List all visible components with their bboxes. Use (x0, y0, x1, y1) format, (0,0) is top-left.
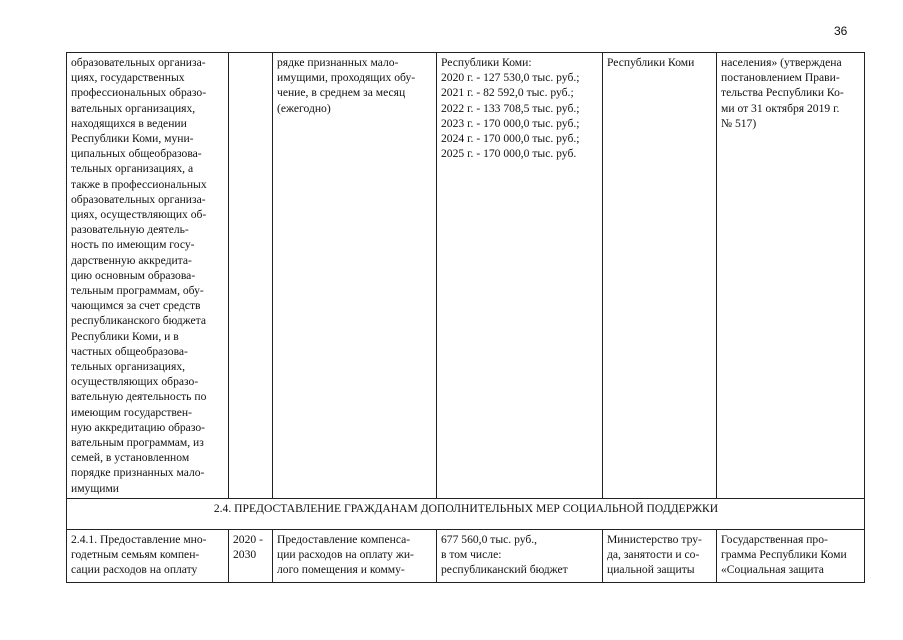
text-line: грамма Республики Коми (721, 548, 847, 562)
funding-cell (437, 53, 603, 499)
text-line: ции расходов на оплату жи- (277, 548, 414, 562)
text-line: 2025 г. - 170 000,0 тыс. руб. (441, 147, 577, 161)
program-cell (717, 529, 865, 582)
text-line: постановлением Прави- (721, 71, 840, 85)
text-line: чение, в среднем за месяц (277, 86, 406, 100)
text-line: 2020 - (233, 532, 263, 546)
text-line: чающимся за счет средств (71, 299, 201, 313)
text-line: республиканского бюджета (71, 314, 207, 328)
text-line: частных общеобразова- (71, 344, 188, 358)
text-line: циальной защиты (607, 563, 695, 577)
indicator-cell (273, 529, 437, 582)
text-line: Республики Коми, муни- (71, 132, 194, 146)
text-line: также в профессиональных (71, 177, 207, 191)
text-line: тельных организациях, (71, 360, 186, 374)
text-line: вательным программам, из (71, 436, 204, 450)
text-line: 2022 г. - 133 708,5 тыс. руб.; (441, 101, 580, 115)
funding-text (441, 532, 599, 578)
executor-cell (603, 529, 717, 582)
text-line: 2030 (233, 548, 257, 562)
text-line: да, занятости и со- (607, 548, 700, 562)
text-line: 677 560,0 тыс. руб., (441, 532, 538, 546)
text-line: 2024 г. - 170 000,0 тыс. руб.; (441, 132, 580, 146)
text-line: сации расходов на оплату (71, 563, 198, 577)
program-text (721, 55, 861, 131)
text-line: циях, осуществляющих об- (71, 208, 207, 222)
text-line: лого помещения и комму- (277, 563, 405, 577)
measure-name-text (71, 55, 225, 496)
table-row (67, 529, 865, 582)
text-line: в том числе: (441, 548, 502, 562)
text-line: циях, государственных (71, 71, 185, 85)
text-line: тельства Республики Ко- (721, 86, 844, 100)
text-line: имеющим государствен- (71, 405, 192, 419)
text-line: Государственная про- (721, 532, 828, 546)
measure-name-cell (67, 529, 229, 582)
indicator-text (277, 55, 433, 116)
text-line: вательных организациях, (71, 101, 196, 115)
text-line: Республики Коми, и в (71, 329, 179, 343)
text-line: Министерство тру- (607, 532, 702, 546)
program-text (721, 532, 861, 578)
period-cell (229, 529, 273, 582)
text-line: «Социальная защита (721, 563, 824, 577)
text-line: ми от 31 октября 2019 г. (721, 101, 840, 115)
text-line: имущими (71, 481, 120, 495)
text-line: осуществляющих образо- (71, 375, 199, 389)
executor-cell (603, 53, 717, 499)
text-line: 2023 г. - 170 000,0 тыс. руб.; (441, 116, 580, 130)
program-cell (717, 53, 865, 499)
measure-name-text (71, 532, 225, 578)
text-line: дарственную аккредита- (71, 253, 192, 267)
text-line: 2.4.1. Предоставление мно- (71, 532, 207, 546)
funding-cell (437, 529, 603, 582)
executor-text (607, 532, 713, 578)
text-line: вательную деятельность по (71, 390, 207, 404)
text-line: 2020 г. - 127 530,0 тыс. руб.; (441, 71, 580, 85)
text-line: образовательных организа- (71, 192, 206, 206)
table-row (67, 53, 865, 499)
indicator-text (277, 532, 433, 578)
text-line: республиканский бюджет (441, 563, 568, 577)
text-line: порядке признанных мало- (71, 466, 205, 480)
text-line: Республики Коми (607, 56, 695, 69)
text-line: семей, в установленном (71, 451, 190, 465)
text-line: цию основным образова- (71, 268, 196, 282)
page-number: 36 (834, 24, 848, 38)
period-cell (229, 53, 273, 499)
measures-table (66, 52, 865, 583)
text-line: ципальных общеобразова- (71, 147, 202, 161)
text-line: ную аккредитацию образо- (71, 420, 205, 434)
text-line: находящихся в ведении (71, 116, 187, 130)
text-line: (ежегодно) (277, 101, 331, 115)
funding-text (441, 55, 599, 161)
text-line: № 517) (721, 116, 757, 130)
section-heading: 2.4. ПРЕДОСТАВЛЕНИЕ ГРАЖДАНАМ ДОПОЛНИТЕЛЬНЫХ МЕР СОЦИАЛЬНОЙ ПОДДЕРЖКИ (67, 498, 865, 529)
text-line: профессиональных образо- (71, 86, 207, 100)
measure-name-cell (67, 53, 229, 499)
text-line: образовательных организа- (71, 56, 206, 69)
section-heading-row (67, 498, 865, 529)
text-line: Республики Коми: (441, 56, 532, 69)
text-line: Предоставление компенса- (277, 532, 411, 546)
text-line: годетным семьям компен- (71, 548, 200, 562)
text-line: рядке признанных мало- (277, 56, 399, 69)
indicator-cell (273, 53, 437, 499)
period-text (233, 532, 269, 562)
text-line: ность по имеющим госу- (71, 238, 195, 252)
text-line: 2021 г. - 82 592,0 тыс. руб.; (441, 86, 574, 100)
text-line: тельных организациях, а (71, 162, 194, 176)
executor-text (607, 55, 713, 70)
text-line: имущими, проходящих обу- (277, 71, 416, 85)
text-line: тельным программам, обу- (71, 284, 204, 298)
text-line: населения» (утверждена (721, 56, 842, 69)
text-line: разовательную деятель- (71, 223, 189, 237)
